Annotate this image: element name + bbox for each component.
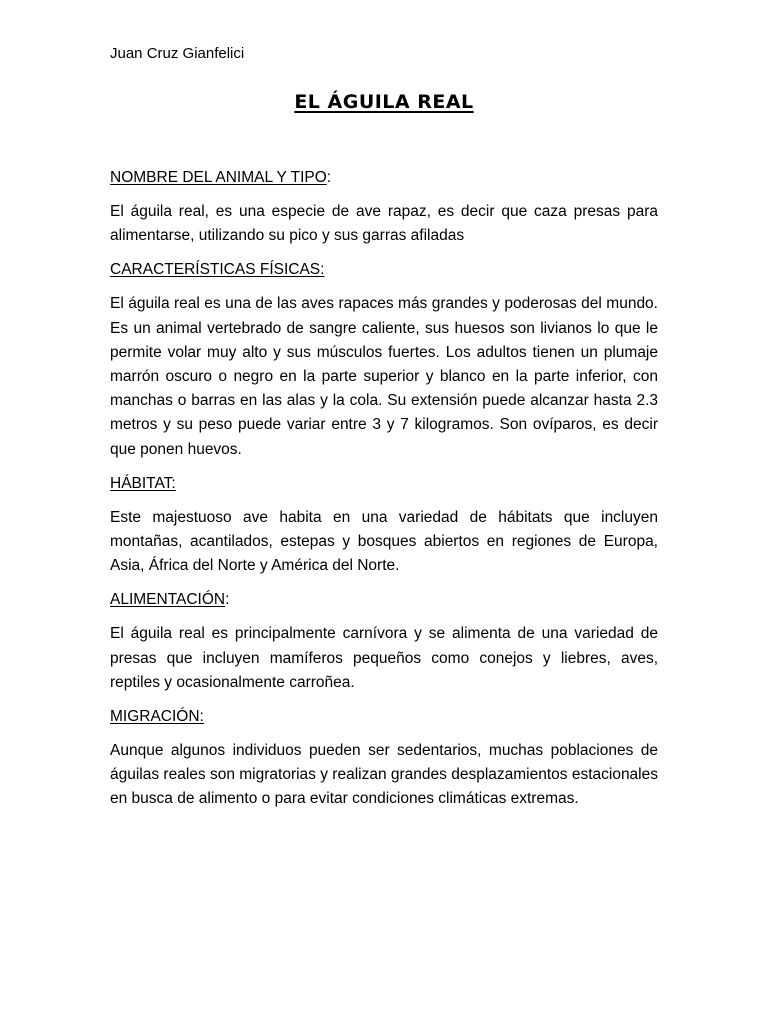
- author-name: Juan Cruz Gianfelici: [110, 45, 245, 62]
- section-paragraph-caracteristicas: El águila real es una de las aves rapaces más grandes y poderosas del mundo. Es un animal vertebrado de sangre caliente, sus huesos son livianos lo que le permite volar muy alto y sus músculos fuertes. Los adultos tienen un plumaje marrón oscuro o negro en la parte superior y blanco en la parte inferior, con manchas o barras en las alas y la cola. Su extensión puede alcanzar hasta 2.3 metros y su peso puede variar entre 3 y 7 kilogramos. Son ovíparos, es decir que ponen huevos.: [110, 295, 658, 458]
- section-heading-label: MIGRACIÓN:: [110, 708, 204, 726]
- document-title-text: EL ÁGUILA REAL: [294, 91, 474, 113]
- document-body: [110, 166, 658, 822]
- section-heading-nombre: [110, 166, 658, 190]
- section-heading-migracion: [110, 705, 658, 729]
- section-paragraph-nombre: El águila real, es una especie de ave rapaz, es decir que caza presas para alimentarse, utilizando su pico y sus garras afiladas: [110, 203, 658, 245]
- document-title: [0, 89, 768, 115]
- section-heading-label: HÁBITAT:: [110, 474, 176, 492]
- section-heading-label: CARACTERÍSTICAS FÍSICAS:: [110, 261, 325, 279]
- section-heading-alimentacion: [110, 588, 658, 612]
- section-heading-label: NOMBRE DEL ANIMAL Y TIPO: [110, 169, 327, 186]
- section-heading-label: ALIMENTACIÓN: [110, 591, 226, 609]
- section-paragraph-alimentacion: El águila real es principalmente carnívora y se alimenta de una variedad de presas que incluyen mamíferos pequeños como conejos y liebres, aves, reptiles y ocasionalmente carroñea.: [110, 625, 658, 691]
- section-paragraph-migracion: Aunque algunos individuos pueden ser sedentarios, muchas poblaciones de águilas reales son migratorias y realizan grandes desplazamientos estacionales en busca de alimento o para evitar condiciones climáticas extremas.: [110, 742, 658, 808]
- section-heading-habitat: [110, 472, 658, 496]
- section-heading-suffix: :: [225, 591, 230, 609]
- section-heading-caracteristicas: [110, 258, 658, 282]
- section-heading-suffix: :: [326, 169, 332, 186]
- section-paragraph-habitat: Este majestuoso ave habita en una variedad de hábitats que incluyen montañas, acantilados, estepas y bosques abiertos en regiones de Europa, Asia, África del Norte y América del Norte.: [110, 508, 658, 575]
